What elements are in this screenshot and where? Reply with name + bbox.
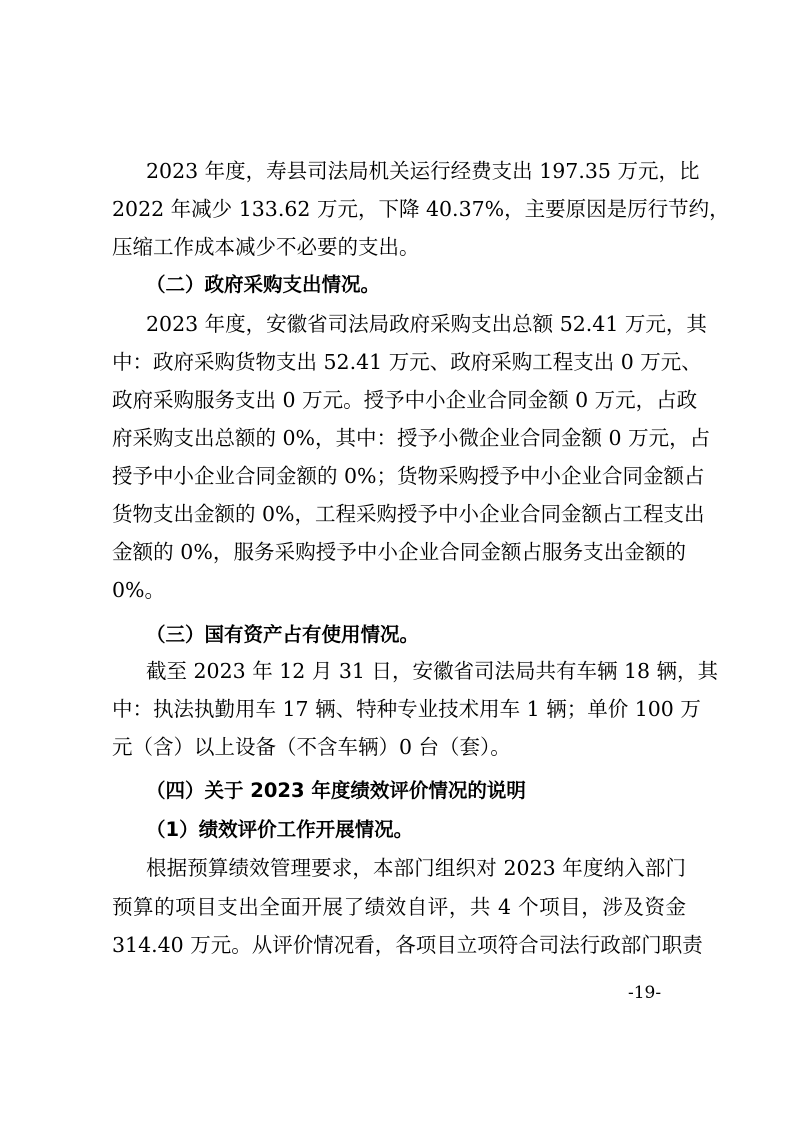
paragraph-line: 0%。	[112, 578, 166, 602]
paragraph-line: 2023 年度，寿县司法局机关运行经费支出 197.35 万元，比	[146, 159, 700, 183]
paragraph-line: 金额的 0%，服务采购授予中小企业合同金额占服务支出金额的	[112, 540, 686, 564]
paragraph-line: 中：政府采购货物支出 52.41 万元、政府采购工程支出 0 万元、	[112, 350, 702, 374]
paragraph-line: 预算的项目支出全面开展了绩效自评，共 4 个项目，涉及资金	[112, 895, 686, 919]
paragraph-line: 中：执法执勤用车 17 辆、特种专业技术用车 1 辆；单价 100 万	[112, 697, 701, 721]
paragraph-line: 授予中小企业合同金额的 0%；货物采购授予中小企业合同金额占	[112, 464, 705, 488]
section-heading: （三）国有资产占有使用情况。	[146, 623, 420, 646]
paragraph-line: 根据预算绩效管理要求，本部门组织对 2023 年度纳入部门	[146, 856, 686, 880]
section-heading: （二）政府采购支出情况。	[146, 273, 381, 296]
subsection-heading: （1）绩效评价工作开展情况。	[146, 818, 414, 841]
paragraph-line: 政府采购服务支出 0 万元。授予中小企业合同金额 0 万元，占政	[112, 388, 698, 412]
paragraph-line: 截至 2023 年 12 月 31 日，安徽省司法局共有车辆 18 辆，其	[146, 659, 719, 683]
paragraph-line: 货物支出金额的 0%，工程采购授予中小企业合同金额占工程支出	[112, 502, 705, 526]
paragraph-line: 元（含）以上设备（不含车辆）0 台（套）。	[112, 735, 511, 759]
paragraph-line: 压缩工作成本减少不必要的支出。	[112, 235, 420, 259]
paragraph-line: 2022 年减少 133.62 万元，下降 40.37%，主要原因是厉行节约，	[112, 197, 730, 221]
page-number: -19-	[628, 983, 662, 1003]
paragraph-line: 2023 年度，安徽省司法局政府采购支出总额 52.41 万元，其	[146, 312, 707, 336]
paragraph-line: 府采购支出总额的 0%，其中：授予小微企业合同金额 0 万元，占	[112, 426, 711, 450]
paragraph-line: 314.40 万元。从评价情况看，各项目立项符合司法行政部门职责	[112, 933, 703, 957]
section-heading: （四）关于 2023 年度绩效评价情况的说明	[146, 779, 526, 802]
